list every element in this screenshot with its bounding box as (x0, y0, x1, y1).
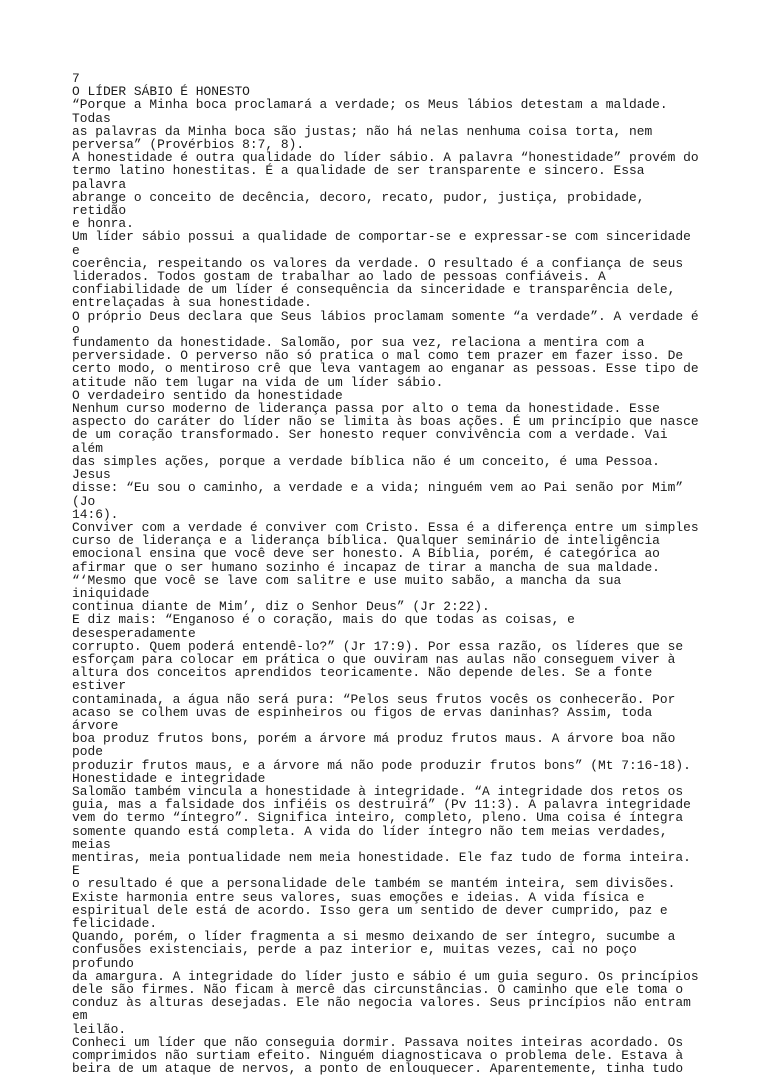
page-number: 7 (72, 71, 80, 86)
section-heading: Honestidade e integridade (72, 770, 266, 786)
section-heading: O verdadeiro sentido da honestidade (72, 387, 343, 403)
paragraph: Conviver com a verdade é conviver com Cristo. Essa é a diferença entre um simples curso de liderança e a liderança bíblica. Qualquer seminário de inteligência emocional ensina que você deve ser honesto. A Bíblia, porém, é categórica ao afirmar que o ser humano sozinho é incapaz de tirar a mancha de sua maldade. “‘Mesmo que você se lave com salitre e use muito sabão, a mancha da sua iniquidade continua diante de Mim’, diz o Senhor Deus” (Jr 2:22). (72, 519, 699, 615)
paragraph: Nenhum curso moderno de liderança passa por alto o tema da honestidade. Esse aspecto do caráter do líder não se limita às boas ações. É um princípio que nasce de um coração transformado. Ser honesto requer convivência com a verdade. Vai além das simples ações, porque a verdade bíblica não é um conceito, é uma Pessoa. Jesus disse: “Eu sou o caminho, a verdade e a vida; ninguém vem ao Pai senão por Mim” (Jo 14:6). (72, 401, 699, 522)
paragraph: Conheci um líder que não conseguia dormir. Passava noites inteiras acordado. Os comprimidos não surtiam efeito. Ninguém diagnosticava o problema dele. Estava à beira de um ataque de nervos, a ponto de enlouquecer. Aparentemente, tinha tudo (72, 1034, 684, 1076)
paragraph: E diz mais: “Enganoso é o coração, mais do que todas as coisas, e desesperadamente corrupto. Quem poderá entendê-lo?” (Jr 17:9). Por essa razão, os líderes que se esforçam para colocar em prática o que ouviram nas aulas não conseguem viver à altura dos conceitos aprendidos teoricamente. Não depende deles. Se a fonte estiver contaminada, a água não será pura: “Pelos seus frutos vocês os conhecerão. Por acaso se colhem uvas de espinheiros ou figos de ervas daninhas? Assim, toda árvore boa produz frutos bons, porém a árvore má produz frutos maus. A árvore boa não pode produzir frutos maus, e a árvore má não pode produzir frutos bons” (Mt 7:16-18). (72, 612, 691, 773)
paragraph: Quando, porém, o líder fragmenta a si mesmo deixando de ser íntegro, sucumbe a confusões existenciais, perde a paz interior e, muitas vezes, cai no poço profundo da amargura. A integridade do líder justo e sábio é um guia seguro. Os princípios dele são firmes. Não ficam à mercê das circunstâncias. O caminho que ele toma o conduz às alturas desejadas. Ele não negocia valores. Seus princípios não entram em leilão. (72, 929, 699, 1037)
document-page (72, 72, 704, 1075)
chapter-title: O LÍDER SÁBIO É HONESTO (72, 84, 250, 100)
paragraph: Salomão também vincula a honestidade à integridade. “A integridade dos retos os guia, mas a falsidade dos infiéis os destruirá” (Pv 11:3). A palavra integridade vem do termo “íntegro”. Significa inteiro, completo, pleno. Uma coisa é íntegra somente quando está completa. A vida do líder íntegro não tem meias verdades, meias mentiras, meia pontualidade nem meia honestidade. Ele faz tudo de forma inteira. E o resultado é que a personalidade dele também se mantém inteira, sem divisões. Existe harmonia entre seus valores, suas emoções e ideias. A vida física e espiritual dele está de acordo. Isso gera um sentido de dever cumprido, paz e felicidade. (72, 783, 691, 931)
epigraph-quote: “Porque a Minha boca proclamará a verdade; os Meus lábios detestam a maldade. Todas as palavras da Minha boca são justas; não há nelas nenhuma coisa torta, nem perversa” (Provérbios 8:7, 8). (72, 97, 668, 153)
paragraph: Um líder sábio possui a qualidade de comportar-se e expressar-se com sinceridade e coerência, respeitando os valores da verdade. O resultado é a confiança de seus liderados. Todos gostam de trabalhar ao lado de pessoas confiáveis. A confiabilidade de um líder é consequência da sinceridade e transparência dele, entrelaçadas à sua honestidade. (72, 229, 691, 311)
paragraph: O próprio Deus declara que Seus lábios proclamam somente “a verdade”. A verdade é o fundamento da honestidade. Salomão, por sua vez, relaciona a mentira com a perversidade. O perverso não só pratica o mal como tem prazer em fazer isso. De certo modo, o mentiroso crê que leva vantagem ao enganar as pessoas. Esse tipo de atitude não tem lugar na vida de um líder sábio. (72, 308, 699, 390)
paragraph: A honestidade é outra qualidade do líder sábio. A palavra “honestidade” provém do termo latino honestitas. É a qualidade de ser transparente e sincero. Essa palavra abrange o conceito de decência, decoro, recato, pudor, justiça, probidade, retidão e honra. (72, 150, 699, 232)
